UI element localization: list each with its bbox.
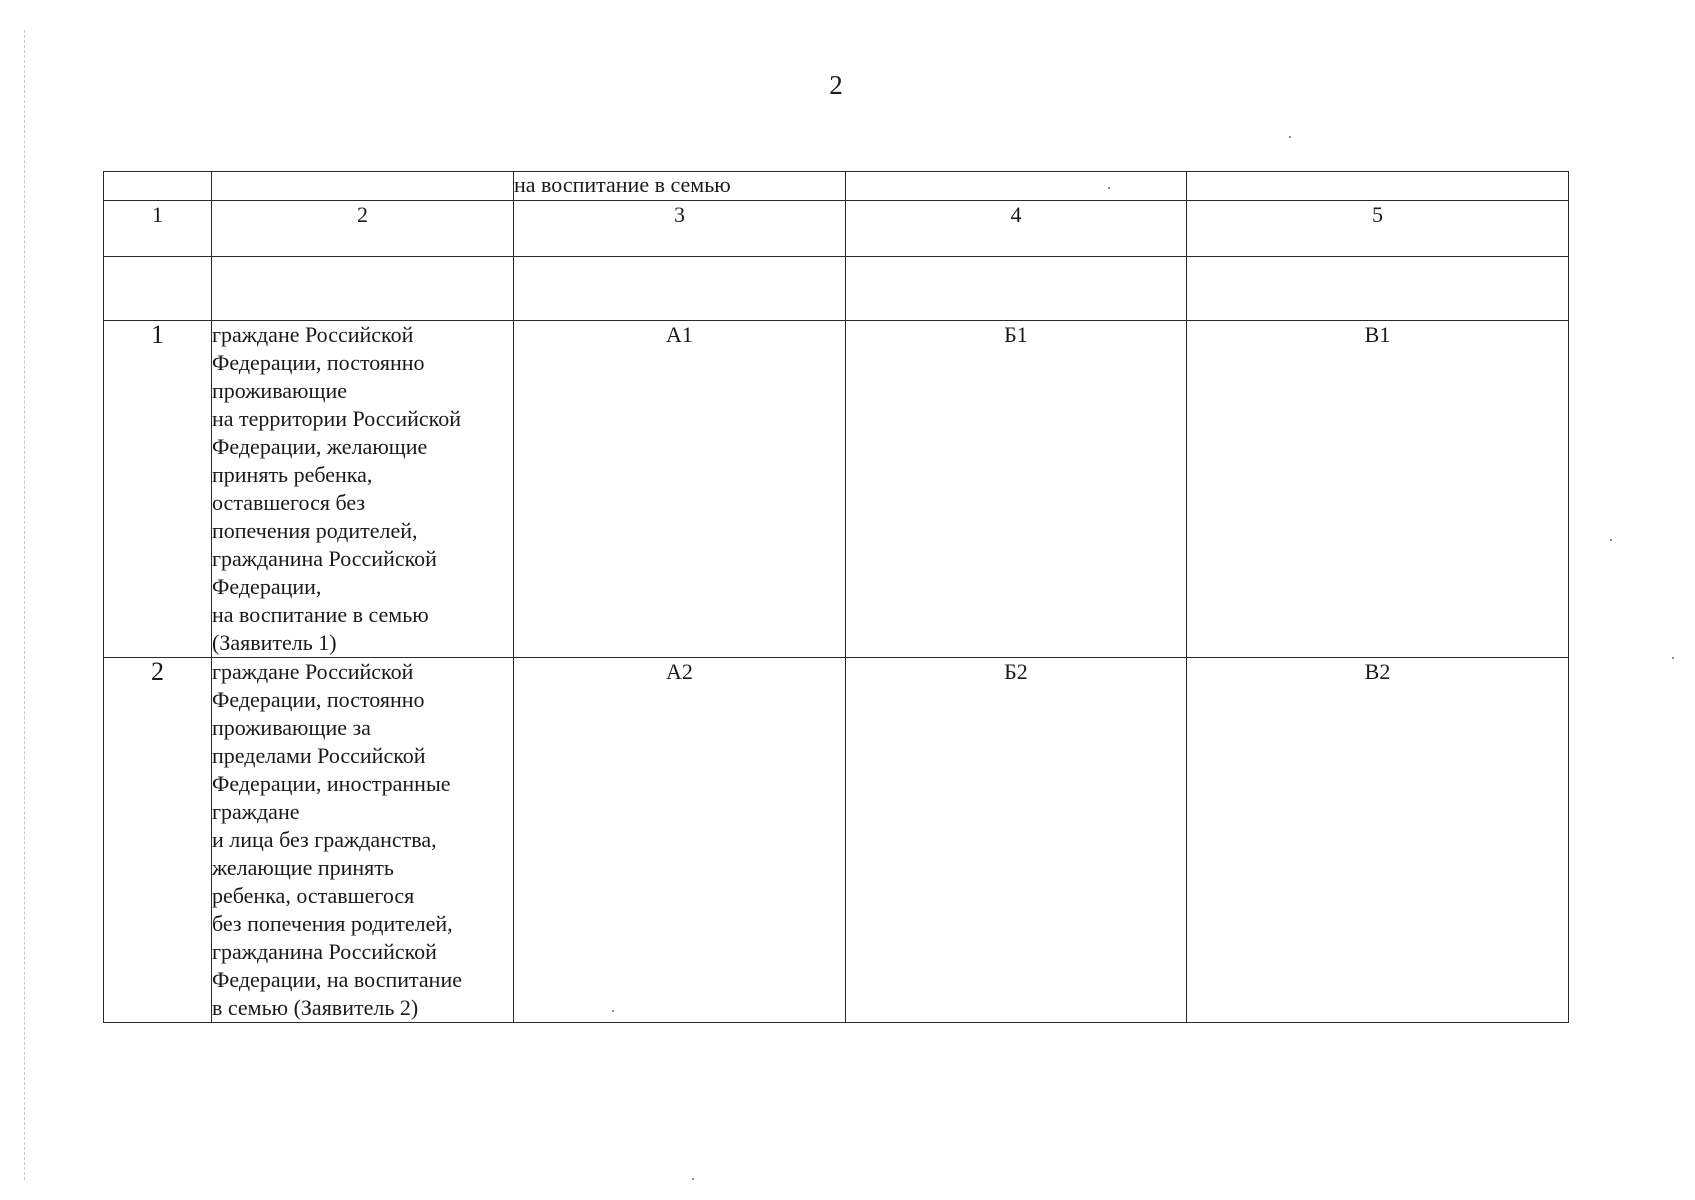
scan-speck	[1289, 136, 1291, 138]
cell-code-col4: Б1	[846, 321, 1187, 658]
cell-code-col3: А1	[514, 321, 846, 658]
column-number: 3	[514, 201, 846, 257]
table-cell	[1187, 257, 1569, 321]
table-cell	[846, 257, 1187, 321]
table-cell	[212, 172, 514, 201]
cell-code-col4: Б2	[846, 658, 1187, 1023]
applicant-description: граждане Российской Федерации, постоянно проживающие за пределами Российской Федерации, иностранные граждане и лица без гражданства, желающие принять ребенка, оставшегося без попечения родителей, гражданина Российской Федерации, на воспитание в семью (Заявитель 2)	[212, 658, 514, 1023]
column-number: 1	[104, 201, 212, 257]
column-number-row	[104, 201, 1569, 257]
table-cell	[104, 172, 212, 201]
table-row	[104, 658, 1569, 1023]
scan-speck	[1610, 539, 1612, 541]
scan-speck	[692, 1178, 694, 1180]
table-cell	[104, 257, 212, 321]
scan-speck	[1672, 657, 1674, 659]
table-cell	[212, 257, 514, 321]
table-cell	[1187, 172, 1569, 201]
empty-row	[104, 257, 1569, 321]
column-number: 5	[1187, 201, 1569, 257]
table-cell	[514, 257, 846, 321]
applicant-description: граждане Российской Федерации, постоянно проживающие на территории Российской Федерации, желающие принять ребенка, оставшегося без попечения родителей, гражданина Российской Федерации, на воспитание в семью (Заявитель 1)	[212, 321, 514, 658]
table-row	[104, 321, 1569, 658]
column-number: 4	[846, 201, 1187, 257]
cell-code-col5: В2	[1187, 658, 1569, 1023]
cell-code-col3: А2	[514, 658, 846, 1023]
scan-margin-line	[24, 30, 25, 1180]
row-number: 1	[104, 321, 212, 658]
table-cell	[846, 172, 1187, 201]
page-number: 2	[829, 70, 843, 100]
continuation-text: на воспитание в семью	[514, 172, 846, 201]
continuation-row	[104, 172, 1569, 201]
document-table	[103, 171, 1569, 1023]
column-number: 2	[212, 201, 514, 257]
cell-code-col5: В1	[1187, 321, 1569, 658]
row-number: 2	[104, 658, 212, 1023]
